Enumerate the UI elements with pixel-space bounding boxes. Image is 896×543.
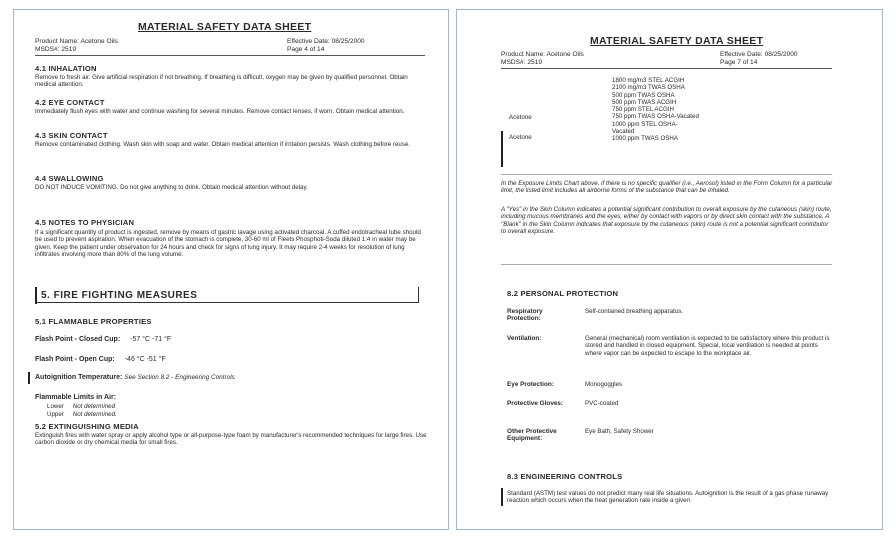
- upper-label: Upper: [47, 411, 64, 418]
- limit-value: 750 ppm STEL ACGIH: [612, 106, 675, 114]
- limits-component: Acetone: [509, 114, 532, 121]
- change-bar: [501, 131, 503, 167]
- ppe-label: Respiratory Protection:: [507, 308, 543, 323]
- page-number: Page 7 of 14: [720, 58, 758, 66]
- msds-number: MSDS#: 2519: [501, 58, 543, 66]
- ppe-value: Eye Bath, Safety Shower: [585, 428, 654, 435]
- flash-closed-value: -57 °C -71 °F: [130, 336, 172, 343]
- section-heading: 4.3 SKIN CONTACT: [35, 131, 108, 140]
- section-heading: 5.2 EXTINGUISHING MEDIA: [35, 422, 139, 431]
- skin-note: A "Yes" in the Skin Column indicates a potential significant contribution to overall exposure by the cutaneous (skin) route, including mucous membranes and the eyes, either by contact with vapors or by direct skin contact with the substance. A "Blank" in the Skin Column indicates that exposure by the cutaneous (skin) route is not a potential significant contributor to overall exposure.: [501, 206, 832, 235]
- limit-value: 1800 mg/m3 STEL ACGIH: [612, 77, 685, 84]
- flammable-limits-label: Flammable Limits in Air:: [35, 394, 117, 401]
- page-number: Page 4 of 14: [287, 45, 325, 53]
- section-text: Immediately flush eyes with water and continue washing for several minutes. Remove contact lenses, if worn. Obtain medical attention.: [35, 108, 405, 115]
- header-divider: [35, 55, 425, 56]
- document-page-2: [456, 9, 883, 530]
- limit-value: 1000 ppm TWAS OSHA: [612, 135, 679, 143]
- exposure-note: In the Exposure Limits Chart above, if there is no specific qualifier (i.e., Aerosol) listed in the Form Column for a particular limit, the listed limit includes all airborne forms of the substance that can be inhaled.: [501, 180, 833, 195]
- section-text: Extinguish fires with water spray or apply alcohol type or all-purpose-type foam by manufacturer's recommended techniques for large fires. Use carbon dioxide or dry chemical media for small fires.: [35, 432, 427, 447]
- lower-value: Not determined: [72, 403, 116, 410]
- limits-component: Acetone: [509, 134, 532, 141]
- msds-number: MSDS#: 2519: [35, 45, 77, 53]
- effective-date: Effective Date: 08/25/2000: [720, 51, 798, 58]
- page-title: MATERIAL SAFETY DATA SHEET: [138, 21, 312, 33]
- header-left: [35, 38, 118, 53]
- ppe-value: General (mechanical) room ventilation is expected to be satisfactory where this product is stored and handled in closed equipment. Special, local ventilation is needed at points where vapor can be expected to escape to the workplace air.: [585, 335, 830, 357]
- header-right: [287, 38, 365, 53]
- section-heading: 4.2 EYE CONTACT: [35, 98, 105, 107]
- ppe-value: Monogoggles: [585, 381, 623, 388]
- lower-label: Lower: [47, 403, 64, 410]
- table-divider: [501, 174, 832, 175]
- document-page-1: [13, 9, 449, 530]
- effective-date: Effective Date: 08/25/2000: [287, 38, 365, 45]
- autoignition-label: Autoignition Temperature:: [35, 374, 123, 381]
- flammable-limits-upper: [47, 411, 117, 418]
- exposure-limits-list: [612, 77, 762, 143]
- flammable-limits-lower: [47, 403, 115, 410]
- flash-point-open: [35, 356, 166, 363]
- ppe-label: Eye Protection:: [507, 381, 554, 388]
- section-divider: [501, 264, 832, 265]
- flash-point-closed: [35, 336, 171, 343]
- section-text: Remove contaminated clothing. Wash skin with soap and water. Obtain medical attention if irritation persists. Wash clothing before reuse.: [35, 141, 411, 148]
- ppe-value: PVC-coated: [585, 400, 619, 407]
- change-bar: [35, 287, 37, 304]
- limit-value: 750 ppm TWAS OSHA-Vacated: [612, 113, 699, 121]
- autoignition-value: See Section 8.2 - Engineering Controls: [124, 374, 235, 381]
- flash-open-label: Flash Point - Open Cup:: [35, 356, 115, 363]
- flash-open-value: -46 °C -51 °F: [124, 356, 166, 363]
- section-heading: 8.2 PERSONAL PROTECTION: [507, 289, 619, 298]
- change-bar: [501, 488, 503, 506]
- limit-value: Vacated: [612, 128, 635, 136]
- section-heading: 4.1 INHALATION: [35, 64, 97, 73]
- section-text: DO NOT INDUCE VOMITING. Do not give anything to drink. Obtain medical attention without delay.: [35, 184, 308, 191]
- header-right: [720, 51, 798, 66]
- upper-value: Not determined.: [72, 411, 117, 418]
- header-divider: [501, 68, 832, 69]
- section-heading-major: 5. FIRE FIGHTING MEASURES: [41, 290, 198, 301]
- section-heading: 4.4 SWALLOWING: [35, 174, 104, 183]
- ppe-label: Protective Gloves:: [507, 400, 564, 407]
- ppe-label: Ventilation:: [507, 335, 542, 342]
- section-text: Standard (ASTM) test values do not predict many real life situations. Autoignition is the result of a gas phase runaway reaction which occurs when the heat generation rate inside a given: [507, 490, 829, 505]
- limit-value: 500 ppm TWAS OSHA: [612, 91, 675, 99]
- change-bar: [28, 372, 30, 384]
- section-heading: 5.1 FLAMMABLE PROPERTIES: [35, 317, 152, 326]
- header-left: [501, 51, 584, 66]
- limit-value: 2100 mg/m3 TWAS OSHA: [612, 84, 685, 92]
- limit-value: 1000 ppm STEL OSHA-: [612, 120, 678, 128]
- section-text: Remove to fresh air. Give artificial respiration if not breathing. If breathing is difficult, oxygen may be given by qualified personnel. Obtain medical attention.: [35, 74, 408, 89]
- page-title: MATERIAL SAFETY DATA SHEET: [590, 35, 764, 47]
- flash-closed-label: Flash Point - Closed Cup:: [35, 336, 121, 343]
- section-heading: 4.5 NOTES TO PHYSICIAN: [35, 218, 135, 227]
- limit-value: 500 ppm TWAS ACGIH: [612, 98, 677, 106]
- product-name: Product Name: Acetone Oils: [35, 38, 118, 45]
- autoignition-temperature: [35, 374, 235, 381]
- product-name: Product Name: Acetone Oils: [501, 51, 584, 58]
- section-text: If a significant quantity of product is ingested, remove by means of gastric lavage using activated charcoal. A cuffed endotracheal tube should be used to prevent aspiration. When evacuation of the stomach is complete, 30-60 ml of Fleets Phosphoti-Soda diluted 1:4 in water may be given. Keep the patient under observation for 24 hours and check for signs of lung injury. It may require 2-4 weeks for resolution of lung infiltrates involving more than 80% of the lung volume.: [35, 229, 421, 258]
- section-heading: 8.3 ENGINEERING CONTROLS: [507, 472, 623, 481]
- ppe-label: Other Protective Equipment:: [507, 428, 557, 443]
- ppe-value: Self-contained breathing apparatus.: [585, 308, 684, 315]
